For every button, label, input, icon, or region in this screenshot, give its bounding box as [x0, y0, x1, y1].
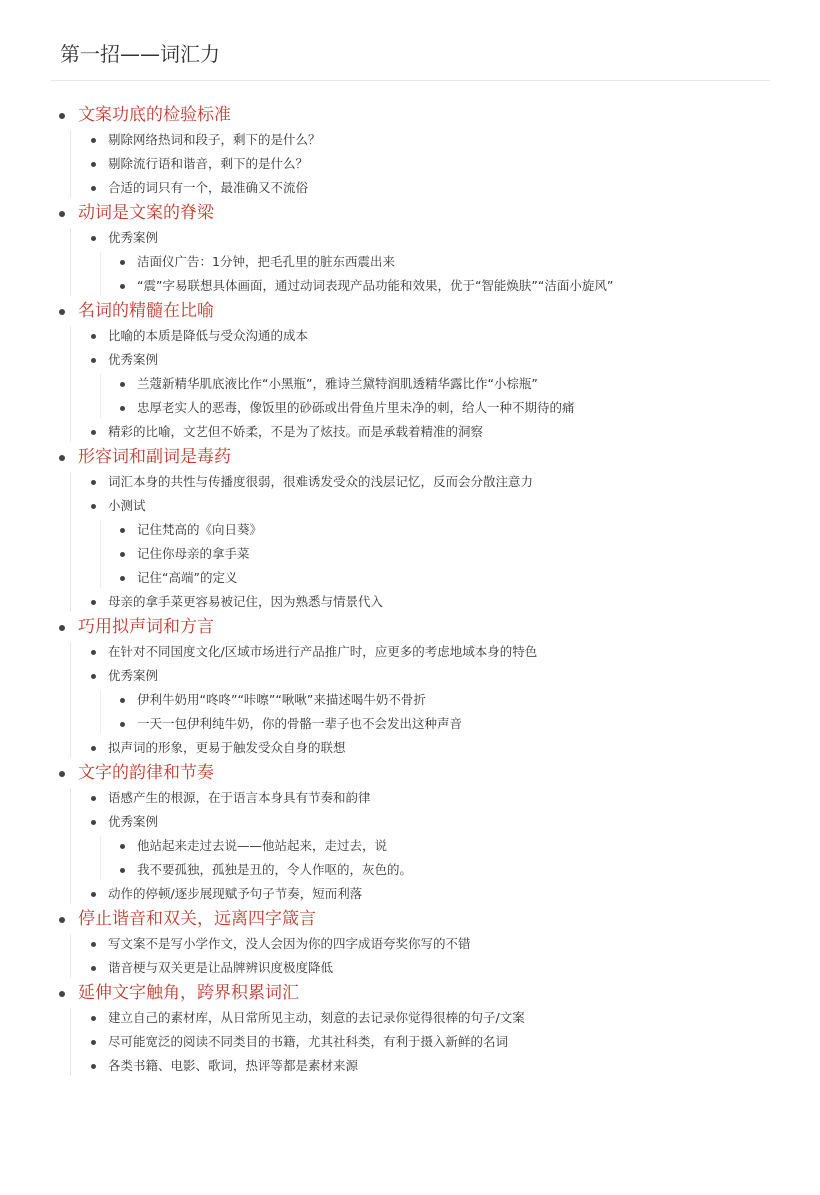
- outline-item-text: 写文案不是写小学作文，没人会因为你的四字成语夸奖你写的不错: [108, 936, 471, 951]
- section-header[interactable]: [0, 102, 820, 128]
- section-title: 巧用拟声词和方言: [78, 617, 214, 637]
- outline-item[interactable]: [0, 494, 820, 518]
- outline-item-group: [0, 882, 820, 906]
- bullet-icon: [91, 892, 96, 897]
- outline-item[interactable]: [0, 786, 820, 810]
- outline-item[interactable]: [0, 128, 820, 152]
- outline-subitem[interactable]: [0, 834, 820, 858]
- bullet-icon: [120, 868, 125, 873]
- bullet-icon: [120, 260, 125, 265]
- outline-section: [0, 980, 820, 1078]
- outline-item-text: 各类书籍、电影、歌词，热评等都是素材来源: [108, 1058, 359, 1073]
- outline-item-group: [0, 348, 820, 420]
- bullet-icon: [120, 284, 125, 289]
- bullet-icon: [91, 966, 96, 971]
- outline-item-group: [0, 420, 820, 444]
- section-header[interactable]: [0, 200, 820, 226]
- section-header[interactable]: [0, 614, 820, 640]
- bullet-icon: [91, 186, 96, 191]
- outline-item-group: [0, 956, 820, 980]
- outline-item-group: [0, 226, 820, 298]
- outline-section: [0, 298, 820, 444]
- title-divider: [50, 80, 770, 81]
- bullet-icon: [120, 722, 125, 727]
- bullet-icon: [120, 576, 125, 581]
- outline-section: [0, 906, 820, 980]
- bullet-icon: [59, 917, 65, 923]
- outline-item-group: [0, 176, 820, 200]
- outline-subitem[interactable]: [0, 566, 820, 590]
- section-title: 动词是文案的脊梁: [78, 203, 214, 223]
- outline-subitem[interactable]: [0, 858, 820, 882]
- bullet-icon: [91, 138, 96, 143]
- bullet-icon: [120, 528, 125, 533]
- outline-item-group: [0, 152, 820, 176]
- bullet-icon: [91, 796, 96, 801]
- outline-list: [0, 102, 820, 1078]
- section-title: 文字的韵律和节奏: [78, 763, 214, 783]
- outline-item-text: 拟声词的形象，更易于触发受众自身的联想: [108, 740, 346, 755]
- outline-item[interactable]: [0, 810, 820, 834]
- outline-subitem[interactable]: [0, 250, 820, 274]
- section-items: [0, 128, 820, 200]
- outline-item-text: 优秀案例: [108, 814, 159, 829]
- outline-item-text: 剔除流行语和谐音，剩下的是什么？: [108, 156, 309, 171]
- outline-item-text: 在针对不同国度文化/区域市场进行产品推广时，应更多的考虑地域本身的特色: [108, 644, 538, 659]
- page-title: 第一招——词汇力: [60, 42, 220, 66]
- outline-item[interactable]: [0, 324, 820, 348]
- outline-item-group: [0, 736, 820, 760]
- outline-item[interactable]: [0, 956, 820, 980]
- bullet-icon: [120, 698, 125, 703]
- outline-item[interactable]: [0, 1030, 820, 1054]
- section-title: 形容词和副词是毒药: [78, 447, 231, 467]
- outline-item-text: 语感产生的根源，在于语言本身具有节奏和韵律: [108, 790, 371, 805]
- outline-item-text: 尽可能宽泛的阅读不同类目的书籍，尤其社科类，有利于摄入新鲜的名词: [108, 1034, 509, 1049]
- outline-subitem[interactable]: [0, 542, 820, 566]
- outline-item-text: 优秀案例: [108, 668, 159, 683]
- section-items: [0, 1006, 820, 1078]
- outline-item[interactable]: [0, 1054, 820, 1078]
- outline-subitem-text: 他站起来走过去说——他站起来，走过去，说: [137, 838, 388, 853]
- outline-item-text: 剔除网络热词和段子，剩下的是什么？: [108, 132, 321, 147]
- outline-item-group: [0, 810, 820, 882]
- bullet-icon: [91, 358, 96, 363]
- outline-subitem-text: 洁面仪广告：1分钟，把毛孔里的脏东西震出来: [137, 254, 395, 269]
- outline-item[interactable]: [0, 152, 820, 176]
- bullet-icon: [91, 650, 96, 655]
- outline-subitem-text: “震”字易联想具体画面，通过动词表现产品功能和效果，优于“智能焕肤”“洁面小旋风”: [137, 278, 614, 293]
- bullet-icon: [91, 334, 96, 339]
- outline-item-text: 母亲的拿手菜更容易被记住，因为熟悉与情景代入: [108, 594, 384, 609]
- bullet-icon: [59, 771, 65, 777]
- bullet-icon: [59, 455, 65, 461]
- bullet-icon: [91, 1040, 96, 1045]
- outline-item-group: [0, 324, 820, 348]
- section-title: 名词的精髓在比喻: [78, 301, 214, 321]
- bullet-icon: [91, 942, 96, 947]
- bullet-icon: [91, 600, 96, 605]
- bullet-icon: [120, 552, 125, 557]
- outline-subitem-text: 记住你母亲的拿手菜: [137, 546, 250, 561]
- outline-item[interactable]: [0, 736, 820, 760]
- outline-subitem-text: 一天一包伊利纯牛奶，你的骨骼一辈子也不会发出这种声音: [137, 716, 463, 731]
- outline-item-text: 小测试: [108, 498, 146, 513]
- bullet-icon: [91, 820, 96, 825]
- outline-subitem-text: 伊利牛奶用“咚咚”“咔嚓”“啾啾”来描述喝牛奶不骨折: [137, 692, 426, 707]
- bullet-icon: [91, 162, 96, 167]
- bullet-icon: [59, 113, 65, 119]
- section-header[interactable]: [0, 980, 820, 1006]
- outline-section: [0, 444, 820, 614]
- outline-item[interactable]: [0, 348, 820, 372]
- outline-item-text: 合适的词只有一个，最准确又不流俗: [108, 180, 309, 195]
- outline-item-text: 优秀案例: [108, 230, 159, 245]
- bullet-icon: [120, 844, 125, 849]
- outline-item-text: 谐音梗与双关更是让品牌辨识度极度降低: [108, 960, 334, 975]
- outline-item-group: [0, 590, 820, 614]
- outline-item-group: [0, 128, 820, 152]
- outline-subitem[interactable]: [0, 712, 820, 736]
- outline-item-group: [0, 786, 820, 810]
- outline-item-group: [0, 1030, 820, 1054]
- bullet-icon: [91, 1064, 96, 1069]
- section-items: [0, 640, 820, 760]
- outline-item-group: [0, 470, 820, 494]
- section-header[interactable]: [0, 760, 820, 786]
- outline-subitem[interactable]: [0, 274, 820, 298]
- outline-subitem-text: 忠厚老实人的恶毒，像饭里的砂砾或出骨鱼片里未净的刺，给人一种不期待的痛: [137, 400, 575, 415]
- section-header[interactable]: [0, 906, 820, 932]
- outline-item-group: [0, 664, 820, 736]
- bullet-icon: [91, 1016, 96, 1021]
- section-items: [0, 324, 820, 444]
- bullet-icon: [59, 211, 65, 217]
- outline-item[interactable]: [0, 590, 820, 614]
- outline-item-text: 优秀案例: [108, 352, 159, 367]
- bullet-icon: [91, 480, 96, 485]
- outline-item[interactable]: [0, 470, 820, 494]
- outline-item[interactable]: [0, 226, 820, 250]
- bullet-icon: [59, 625, 65, 631]
- outline-subitem[interactable]: [0, 518, 820, 542]
- outline-item[interactable]: [0, 420, 820, 444]
- outline-item[interactable]: [0, 176, 820, 200]
- outline-section: [0, 760, 820, 906]
- outline-item-text: 建立自己的素材库，从日常所见主动，刻意的去记录你觉得很棒的句子/文案: [108, 1010, 525, 1025]
- section-items: [0, 932, 820, 980]
- outline-item-text: 精彩的比喻，文艺但不娇柔，不是为了炫技。而是承载着精准的洞察: [108, 424, 484, 439]
- outline-section: [0, 102, 820, 200]
- bullet-icon: [91, 430, 96, 435]
- outline-subitem-text: 记住梵高的《向日葵》: [137, 522, 263, 537]
- bullet-icon: [59, 991, 65, 997]
- bullet-icon: [91, 746, 96, 751]
- outline-item-text: 动作的停顿/逐步展现赋予句子节奏，短而利落: [108, 886, 363, 901]
- section-header[interactable]: [0, 444, 820, 470]
- section-title: 延伸文字触角，跨界积累词汇: [78, 983, 299, 1003]
- outline-subitem[interactable]: [0, 688, 820, 712]
- outline-subitem[interactable]: [0, 396, 820, 420]
- outline-item[interactable]: [0, 640, 820, 664]
- bullet-icon: [91, 504, 96, 509]
- outline-section: [0, 200, 820, 298]
- outline-subitem-text: 记住“高端”的定义: [137, 570, 238, 585]
- outline-item-text: 比喻的本质是降低与受众沟通的成本: [108, 328, 309, 343]
- outline-item-group: [0, 494, 820, 590]
- section-header[interactable]: [0, 298, 820, 324]
- section-items: [0, 470, 820, 614]
- bullet-icon: [120, 382, 125, 387]
- outline-item-group: [0, 640, 820, 664]
- outline-subitem-text: 我不要孤独，孤独是丑的，令人作呕的，灰色的。: [137, 862, 413, 877]
- outline-item-group: [0, 1006, 820, 1030]
- outline-item-group: [0, 1054, 820, 1078]
- outline-item[interactable]: [0, 1006, 820, 1030]
- section-items: [0, 226, 820, 298]
- bullet-icon: [91, 674, 96, 679]
- outline-item-group: [0, 932, 820, 956]
- outline-item[interactable]: [0, 932, 820, 956]
- outline-subitem-text: 兰蔻新精华肌底液比作“小黑瓶”，雅诗兰黛特润肌透精华露比作“小棕瓶”: [137, 376, 538, 391]
- bullet-icon: [120, 406, 125, 411]
- section-title: 停止谐音和双关，远离四字箴言: [78, 909, 316, 929]
- outline-item-text: 词汇本身的共性与传播度很弱，很难诱发受众的浅层记忆，反而会分散注意力: [108, 474, 534, 489]
- bullet-icon: [91, 236, 96, 241]
- outline-subitem[interactable]: [0, 372, 820, 396]
- outline-item[interactable]: [0, 664, 820, 688]
- outline-section: [0, 614, 820, 760]
- outline-item[interactable]: [0, 882, 820, 906]
- section-items: [0, 786, 820, 906]
- bullet-icon: [59, 309, 65, 315]
- section-title: 文案功底的检验标准: [78, 105, 231, 125]
